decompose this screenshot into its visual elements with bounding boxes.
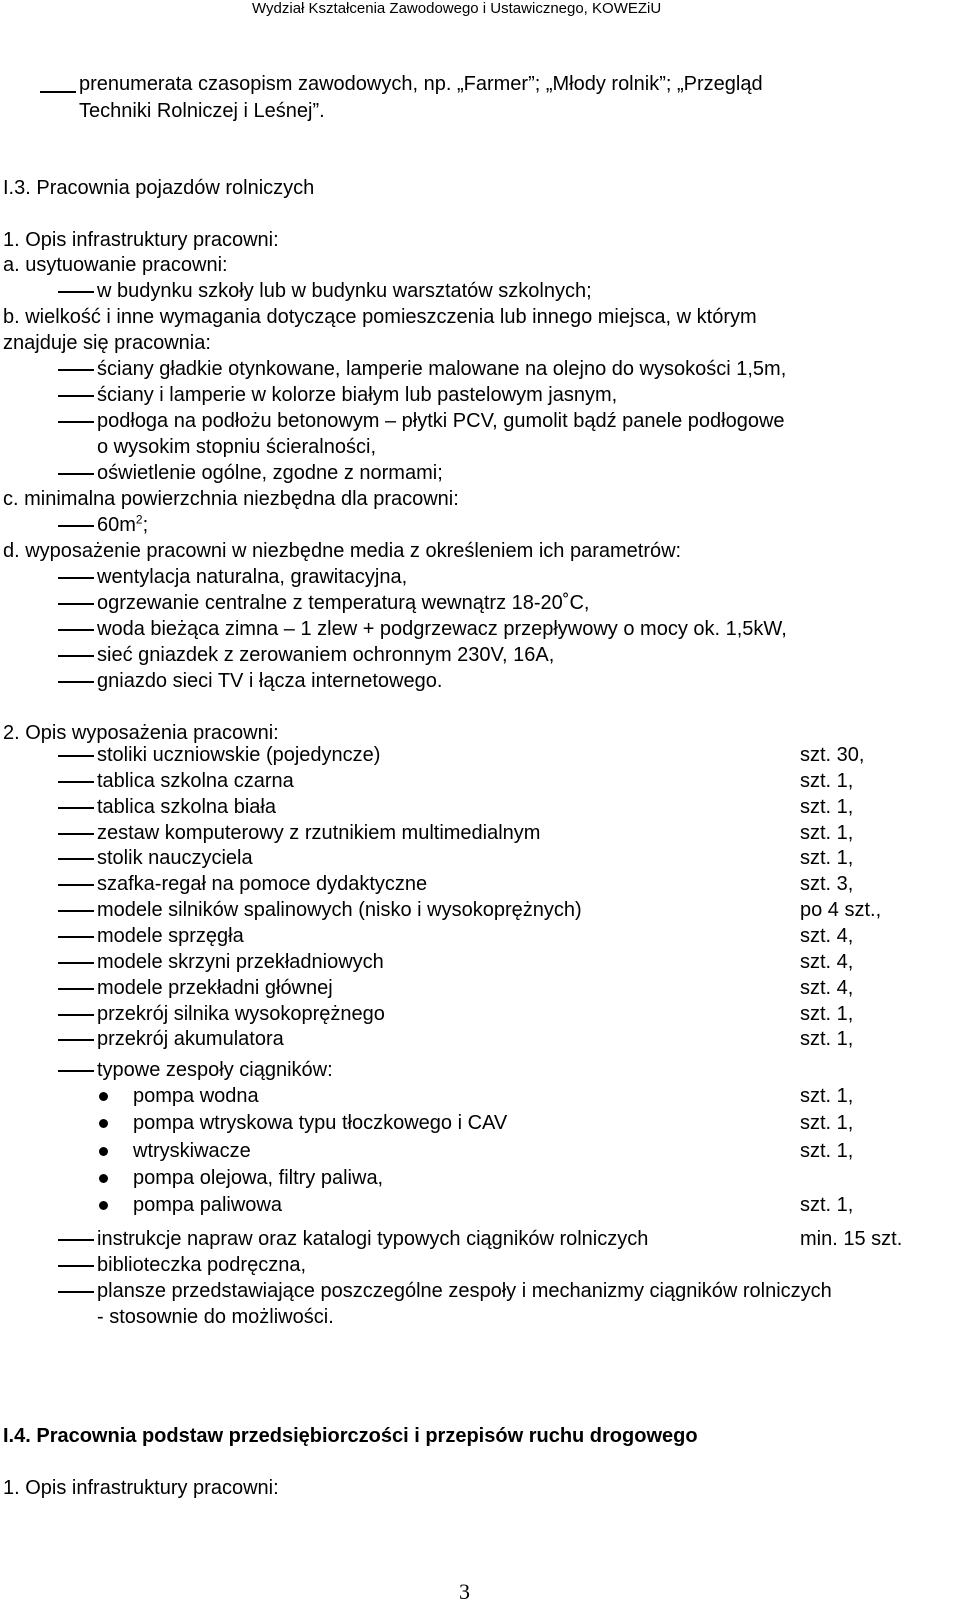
subsection-heading: 1. Opis infrastruktury pracowni: — [3, 229, 279, 251]
equipment-qty: szt. 1, — [800, 1003, 854, 1025]
equipment-name: instrukcje napraw oraz katalogi typowych ciągników rolniczych — [97, 1228, 649, 1250]
equipment-qty: szt. 1, — [800, 770, 854, 792]
area-value: 60m — [97, 514, 136, 536]
dash-bullet — [58, 603, 94, 605]
text-line: podłoga na podłożu betonowym – płytki PCV, gumolit bądź panele podłogowe — [97, 410, 785, 432]
text-line: plansze przedstawiające poszczególne zespoły i mechanizmy ciągników rolniczych — [97, 1280, 832, 1302]
part-name: pompa wodna — [133, 1085, 259, 1107]
part-name: pompa wtryskowa typu tłoczkowego i CAV — [133, 1112, 508, 1134]
bullet-dot — [99, 1092, 108, 1101]
part-qty: szt. 1, — [800, 1140, 854, 1162]
text-line: oświetlenie ogólne, zgodne z normami; — [97, 462, 443, 484]
dash-bullet — [58, 681, 94, 683]
text-line: sieć gniazdek z zerowaniem ochronnym 230V, 16A, — [97, 644, 555, 666]
dash-bullet — [58, 1239, 94, 1241]
dash-bullet — [58, 1265, 94, 1267]
equipment-name: modele skrzyni przekładniowych — [97, 951, 384, 973]
dash-bullet — [58, 395, 94, 397]
text-line: biblioteczka podręczna, — [97, 1254, 307, 1276]
superscript: 2 — [135, 512, 143, 527]
item-label: c. minimalna powierzchnia niezbędna dla pracowni: — [3, 488, 459, 510]
dash-bullet — [58, 577, 94, 579]
text-line: gniazdo sieci TV i łącza internetowego. — [97, 670, 443, 692]
text-line: ściany i lamperie w kolorze białym lub pastelowym jasnym, — [97, 384, 618, 406]
text-line: ogrzewanie centralne z temperaturą wewnątrz 18-20˚C, — [97, 592, 590, 614]
part-qty: szt. 1, — [800, 1194, 854, 1216]
dash-bullet — [58, 1291, 94, 1293]
part-qty: szt. 1, — [800, 1085, 854, 1107]
text-line: woda bieżąca zimna – 1 zlew + podgrzewacz przepływowy o mocy ok. 1,5kW, — [97, 618, 787, 640]
dash-bullet — [58, 962, 94, 964]
equipment-name: tablica szkolna biała — [97, 796, 276, 818]
part-qty: szt. 1, — [800, 1112, 854, 1134]
dash-bullet — [58, 884, 94, 886]
subsection-heading: 1. Opis infrastruktury pracowni: — [3, 1477, 279, 1499]
text-line: ściany gładkie otynkowane, lamperie malowane na olejno do wysokości 1,5m, — [97, 358, 787, 380]
equipment-name: modele silników spalinowych (nisko i wysokoprężnych) — [97, 899, 582, 921]
equipment-qty: szt. 30, — [800, 744, 865, 766]
text-line: o wysokim stopniu ścieralności, — [97, 436, 376, 458]
equipment-qty: szt. 4, — [800, 977, 854, 999]
dash-bullet — [58, 291, 94, 293]
page-number: 3 — [459, 1579, 470, 1604]
equipment-name: przekrój akumulatora — [97, 1028, 284, 1050]
dash-bullet — [58, 421, 94, 423]
equipment-name: zestaw komputerowy z rzutnikiem multimedialnym — [97, 822, 541, 844]
dash-bullet — [58, 781, 94, 783]
bullet-dot — [99, 1119, 108, 1128]
equipment-qty: szt. 1, — [800, 847, 854, 869]
section-title: I.4. Pracownia podstaw przedsiębiorczości i przepisów ruchu drogowego — [3, 1425, 698, 1447]
text-line — [97, 513, 148, 537]
dash-bullet — [58, 988, 94, 990]
text-line: Techniki Rolniczej i Leśnej”. — [79, 100, 325, 122]
dash-bullet — [58, 755, 94, 757]
equipment-name: stolik nauczyciela — [97, 847, 253, 869]
subsection-heading: 2. Opis wyposażenia pracowni: — [3, 722, 279, 744]
bullet-dot — [99, 1201, 108, 1210]
item-label: b. wielkość i inne wymagania dotyczące pomieszczenia lub innego miejsca, w którym — [3, 306, 757, 328]
text-line: w budynku szkoły lub w budynku warsztatów szkolnych; — [97, 280, 592, 302]
part-name: pompa olejowa, filtry paliwa, — [133, 1167, 384, 1189]
equipment-name: modele sprzęgła — [97, 925, 244, 947]
dash-bullet — [58, 858, 94, 860]
dash-bullet — [58, 1039, 94, 1041]
dash-bullet — [58, 473, 94, 475]
dash-bullet — [58, 807, 94, 809]
dash-bullet — [58, 525, 94, 527]
running-header: Wydział Kształcenia Zawodowego i Ustawicznego, KOWEZiU — [252, 0, 662, 17]
dash-bullet — [40, 91, 76, 93]
dash-bullet — [58, 936, 94, 938]
equipment-qty: szt. 1, — [800, 822, 854, 844]
dash-bullet — [58, 369, 94, 371]
equipment-qty: szt. 3, — [800, 873, 854, 895]
part-name: wtryskiwacze — [133, 1140, 251, 1162]
dash-bullet — [58, 655, 94, 657]
equipment-name: przekrój silnika wysokoprężnego — [97, 1003, 385, 1025]
equipment-qty: szt. 4, — [800, 925, 854, 947]
equipment-name: modele przekładni głównej — [97, 977, 333, 999]
dash-bullet — [58, 833, 94, 835]
dash-bullet — [58, 1070, 94, 1072]
text-line: wentylacja naturalna, grawitacyjna, — [97, 566, 408, 588]
equipment-qty: szt. 1, — [800, 796, 854, 818]
equipment-qty: po 4 szt., — [800, 899, 882, 921]
text-line: typowe zespoły ciągników: — [97, 1059, 333, 1081]
equipment-qty: szt. 4, — [800, 951, 854, 973]
dash-bullet — [58, 1014, 94, 1016]
bullet-dot — [99, 1147, 108, 1156]
item-label: znajduje się pracownia: — [3, 332, 211, 354]
dash-bullet — [58, 629, 94, 631]
equipment-name: tablica szkolna czarna — [97, 770, 294, 792]
bullet-dot — [99, 1174, 108, 1183]
text-line: prenumerata czasopism zawodowych, np. „Farmer”; „Młody rolnik”; „Przegląd — [79, 73, 763, 95]
item-label: a. usytuowanie pracowni: — [3, 254, 228, 276]
equipment-qty: szt. 1, — [800, 1028, 854, 1050]
equipment-name: stoliki uczniowskie (pojedyncze) — [97, 744, 381, 766]
part-name: pompa paliwowa — [133, 1194, 282, 1216]
punct: ; — [142, 514, 149, 536]
text-line: - stosownie do możliwości. — [97, 1306, 334, 1328]
dash-bullet — [58, 910, 94, 912]
item-label: d. wyposażenie pracowni w niezbędne media z określeniem ich parametrów: — [3, 540, 682, 562]
equipment-qty: min. 15 szt. — [800, 1228, 903, 1250]
section-title: I.3. Pracownia pojazdów rolniczych — [3, 177, 315, 199]
equipment-name: szafka-regał na pomoce dydaktyczne — [97, 873, 428, 895]
